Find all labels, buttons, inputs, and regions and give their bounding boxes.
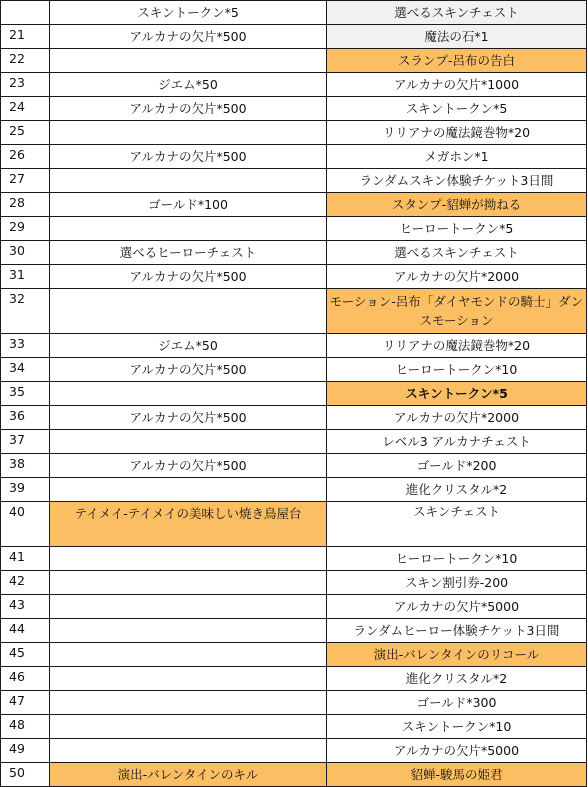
free-reward-cell (50, 595, 327, 619)
paid-reward-cell: ゴールド*200 (327, 454, 587, 478)
free-reward-cell: ゴールド*100 (50, 193, 327, 217)
free-reward-cell (50, 121, 327, 145)
paid-reward-cell: スランプ-呂布の告白 (327, 49, 587, 73)
paid-reward-cell: ゴールド*300 (327, 691, 587, 715)
level-number-cell: 45 (1, 643, 50, 667)
paid-reward-cell: 演出-バレンタインのリコール (327, 643, 587, 667)
paid-reward-cell: ヒーロートークン*5 (327, 217, 587, 241)
free-reward-cell (50, 715, 327, 739)
paid-reward-cell: スキントークン*5 (327, 97, 587, 121)
level-number-cell: 37 (1, 430, 50, 454)
free-reward-cell (50, 49, 327, 73)
table-row (1, 169, 587, 193)
table-row (1, 121, 587, 145)
free-reward-cell (50, 739, 327, 763)
level-number-cell: 46 (1, 667, 50, 691)
table-row (1, 691, 587, 715)
paid-reward-cell: スキントークン*10 (327, 715, 587, 739)
reward-table-body (1, 1, 587, 787)
table-row (1, 667, 587, 691)
free-reward-cell (50, 667, 327, 691)
table-row (1, 217, 587, 241)
free-reward-cell (50, 382, 327, 406)
paid-reward-cell: 貂蝉-駿馬の姫君 (327, 763, 587, 787)
level-number-cell: 42 (1, 571, 50, 595)
paid-reward-cell: 進化クリスタル*2 (327, 667, 587, 691)
free-reward-cell: アルカナの欠片*500 (50, 265, 327, 289)
paid-reward-cell: メガホン*1 (327, 145, 587, 169)
paid-reward-cell: ランダムスキン体験チケット3日間 (327, 169, 587, 193)
level-number-cell: 39 (1, 478, 50, 502)
level-number-cell: 35 (1, 382, 50, 406)
level-number-cell: 32 (1, 289, 50, 334)
free-reward-cell: アルカナの欠片*500 (50, 406, 327, 430)
paid-reward-cell: 選べるスキンチェスト (327, 1, 587, 25)
free-reward-cell (50, 691, 327, 715)
free-reward-cell (50, 430, 327, 454)
paid-reward-cell: スキンチェスト (327, 502, 587, 547)
table-row (1, 715, 587, 739)
table-row (1, 502, 587, 547)
free-reward-cell: 選べるヒーローチェスト (50, 241, 327, 265)
level-number-cell: 40 (1, 502, 50, 547)
free-reward-cell (50, 643, 327, 667)
paid-reward-cell: 選べるスキンチェスト (327, 241, 587, 265)
table-row (1, 49, 587, 73)
free-reward-cell (50, 289, 327, 334)
paid-reward-cell: リリアナの魔法鏡巻物*20 (327, 334, 587, 358)
table-row (1, 97, 587, 121)
free-reward-cell: アルカナの欠片*500 (50, 358, 327, 382)
level-number-cell (1, 1, 50, 25)
table-row (1, 145, 587, 169)
table-row (1, 73, 587, 97)
level-number-cell: 25 (1, 121, 50, 145)
free-reward-cell (50, 478, 327, 502)
level-number-cell: 22 (1, 49, 50, 73)
paid-reward-cell: スキン割引券-200 (327, 571, 587, 595)
free-reward-cell: ジエム*50 (50, 73, 327, 97)
paid-reward-cell: アルカナの欠片*5000 (327, 595, 587, 619)
paid-reward-cell: スタンプ-貂蝉が拗ねる (327, 193, 587, 217)
paid-reward-cell: 進化クリスタル*2 (327, 478, 587, 502)
free-reward-cell (50, 547, 327, 571)
paid-reward-cell: 魔法の石*1 (327, 25, 587, 49)
level-number-cell: 30 (1, 241, 50, 265)
table-row (1, 289, 587, 334)
table-row (1, 571, 587, 595)
level-number-cell: 23 (1, 73, 50, 97)
table-row (1, 406, 587, 430)
level-number-cell: 44 (1, 619, 50, 643)
level-number-cell: 26 (1, 145, 50, 169)
table-row (1, 193, 587, 217)
free-reward-cell: アルカナの欠片*500 (50, 454, 327, 478)
free-reward-cell: テイメイ-テイメイの美味しい焼き鳥屋台 (50, 502, 327, 547)
free-reward-cell: アルカナの欠片*500 (50, 145, 327, 169)
free-reward-cell (50, 619, 327, 643)
table-row (1, 358, 587, 382)
table-row (1, 739, 587, 763)
paid-reward-cell: ヒーロートークン*10 (327, 358, 587, 382)
level-number-cell: 48 (1, 715, 50, 739)
paid-reward-cell: アルカナの欠片*5000 (327, 739, 587, 763)
free-reward-cell: スキントークン*5 (50, 1, 327, 25)
table-row (1, 241, 587, 265)
level-number-cell: 49 (1, 739, 50, 763)
paid-reward-cell: モーション-呂布「ダイヤモンドの騎士」ダンスモーション (327, 289, 587, 334)
paid-reward-cell: リリアナの魔法鏡巻物*20 (327, 121, 587, 145)
free-reward-cell (50, 217, 327, 241)
free-reward-cell: アルカナの欠片*500 (50, 25, 327, 49)
table-row (1, 382, 587, 406)
free-reward-cell (50, 571, 327, 595)
level-number-cell: 38 (1, 454, 50, 478)
free-reward-cell: アルカナの欠片*500 (50, 97, 327, 121)
level-number-cell: 41 (1, 547, 50, 571)
table-row (1, 478, 587, 502)
table-row (1, 643, 587, 667)
free-reward-cell: ジエム*50 (50, 334, 327, 358)
level-number-cell: 33 (1, 334, 50, 358)
level-number-cell: 50 (1, 763, 50, 787)
level-number-cell: 21 (1, 25, 50, 49)
paid-reward-cell: アルカナの欠片*2000 (327, 265, 587, 289)
paid-reward-cell: ヒーロートークン*10 (327, 547, 587, 571)
level-number-cell: 36 (1, 406, 50, 430)
level-number-cell: 31 (1, 265, 50, 289)
free-reward-cell: 演出-バレンタインのキル (50, 763, 327, 787)
level-number-cell: 24 (1, 97, 50, 121)
table-row (1, 25, 587, 49)
paid-reward-cell: スキントークン*5 (327, 382, 587, 406)
paid-reward-cell: ランダムヒーロー体験チケット3日間 (327, 619, 587, 643)
table-row (1, 595, 587, 619)
level-number-cell: 47 (1, 691, 50, 715)
level-number-cell: 43 (1, 595, 50, 619)
level-number-cell: 34 (1, 358, 50, 382)
free-reward-cell (50, 169, 327, 193)
table-row (1, 430, 587, 454)
table-row (1, 1, 587, 25)
paid-reward-cell: レベル3 アルカナチェスト (327, 430, 587, 454)
level-number-cell: 28 (1, 193, 50, 217)
level-number-cell: 29 (1, 217, 50, 241)
level-number-cell: 27 (1, 169, 50, 193)
table-row (1, 334, 587, 358)
table-row (1, 454, 587, 478)
table-row (1, 265, 587, 289)
table-row (1, 619, 587, 643)
paid-reward-cell: アルカナの欠片*1000 (327, 73, 587, 97)
paid-reward-cell: アルカナの欠片*2000 (327, 406, 587, 430)
table-row (1, 547, 587, 571)
